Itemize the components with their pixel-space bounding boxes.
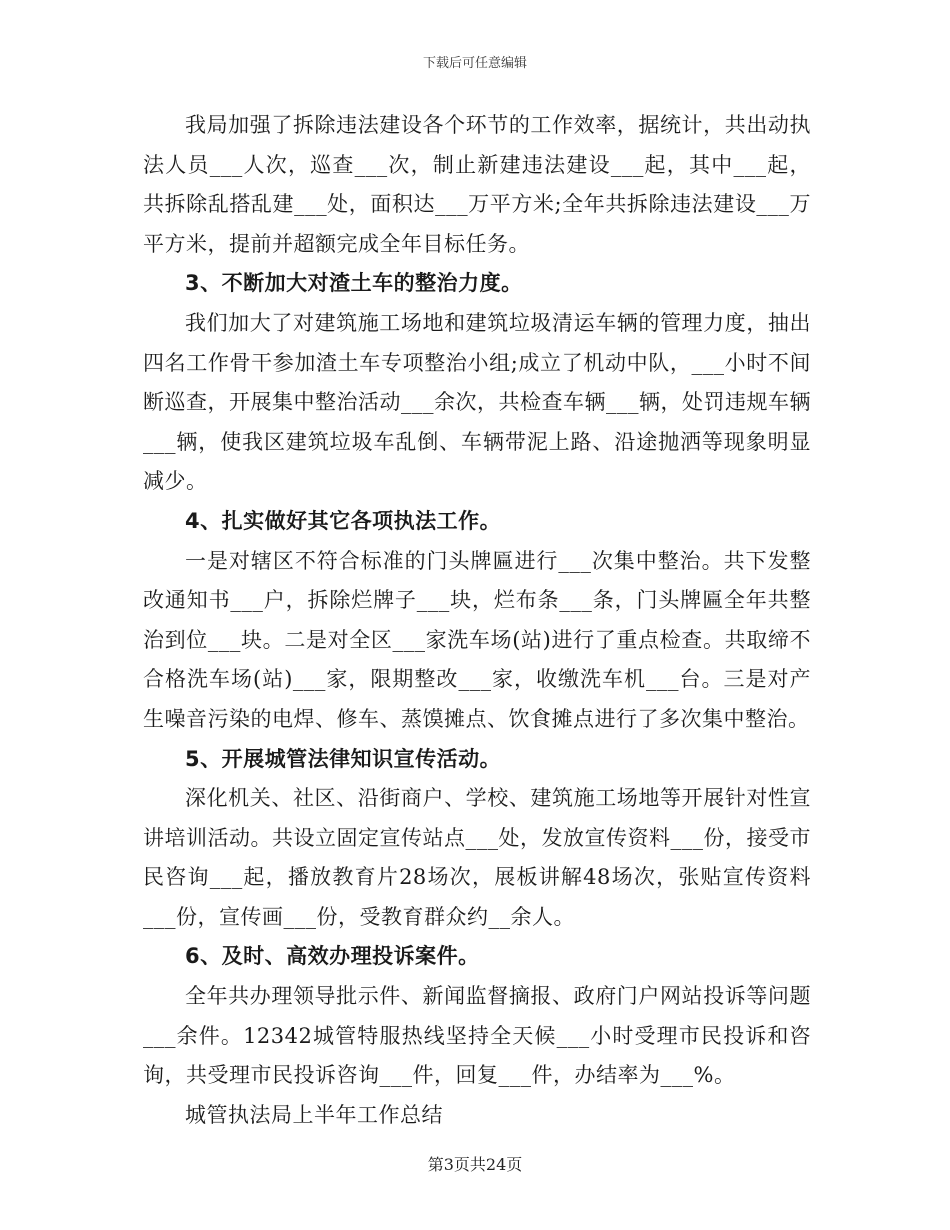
section-heading-6: 6、及时、高效办理投诉案件。 — [185, 944, 480, 969]
section-heading-4: 4、扎实做好其它各项执法工作。 — [185, 508, 502, 533]
page-header: 下载后可任意编辑 — [422, 56, 527, 71]
section-heading-5: 5、开展城管法律知识宣传活动。 — [185, 746, 502, 771]
paragraph-complaints: 全年共办理领导批示件、新闻监督摘报、政府门户网站投诉等问题___余件。12342城管特服热线坚持全天候___小时受理市民投诉和咨询，共受理市民投诉咨询___件，回复___件，办结率为___%。 — [143, 984, 811, 1088]
document-body — [143, 106, 811, 1135]
next-document-title: 城管执法局上半年工作总结 — [185, 1102, 443, 1127]
paragraph-legal-publicity: 深化机关、社区、沿街商户、学校、建筑施工场地等开展针对性宣讲培训活动。共设立固定宣传站点___处，发放宣传资料___份，接受市民咨询___起，播放教育片28场次，展板讲解48场次，张贴宣传资料___份，宣传画___份，受教育群众约__余人。 — [143, 786, 811, 929]
paragraph-other-enforcement: 一是对辖区不符合标准的门头牌匾进行___次集中整治。共下发整改通知书___户，拆除烂牌子___块，烂布条___条，门头牌匾全年共整治到位___块。二是对全区___家洗车场(站)进行了重点检查。共取缔不合格洗车场(站)___家，限期整改___家，收缴洗车机___台。三是对产生噪音污染的电焊、修车、蒸馍摊点、饮食摊点进行了多次集中整治。 — [143, 548, 811, 731]
section-heading-3: 3、不断加大对渣土车的整治力度。 — [185, 271, 523, 296]
page-number: 第3页共24页 — [427, 1155, 523, 1174]
paragraph-muck-trucks: 我们加大了对建筑施工场地和建筑垃圾清运车辆的管理力度，抽出四名工作骨干参加渣土车专项整治小组;成立了机动中队，___小时不间断巡查，开展集中整治活动___余次，共检查车辆___辆，处罚违规车辆___辆，使我区建筑垃圾车乱倒、车辆带泥上路、沿途抛洒等现象明显减少。 — [143, 310, 811, 494]
paragraph-demolition: 我局加强了拆除违法建设各个环节的工作效率，据统计，共出动执法人员___人次，巡查___次，制止新建违法建设___起，其中___起，共拆除乱搭乱建___处，面积达___万平方米;全年共拆除违法建设___万平方米，提前并超额完成全年目标任务。 — [143, 113, 811, 256]
